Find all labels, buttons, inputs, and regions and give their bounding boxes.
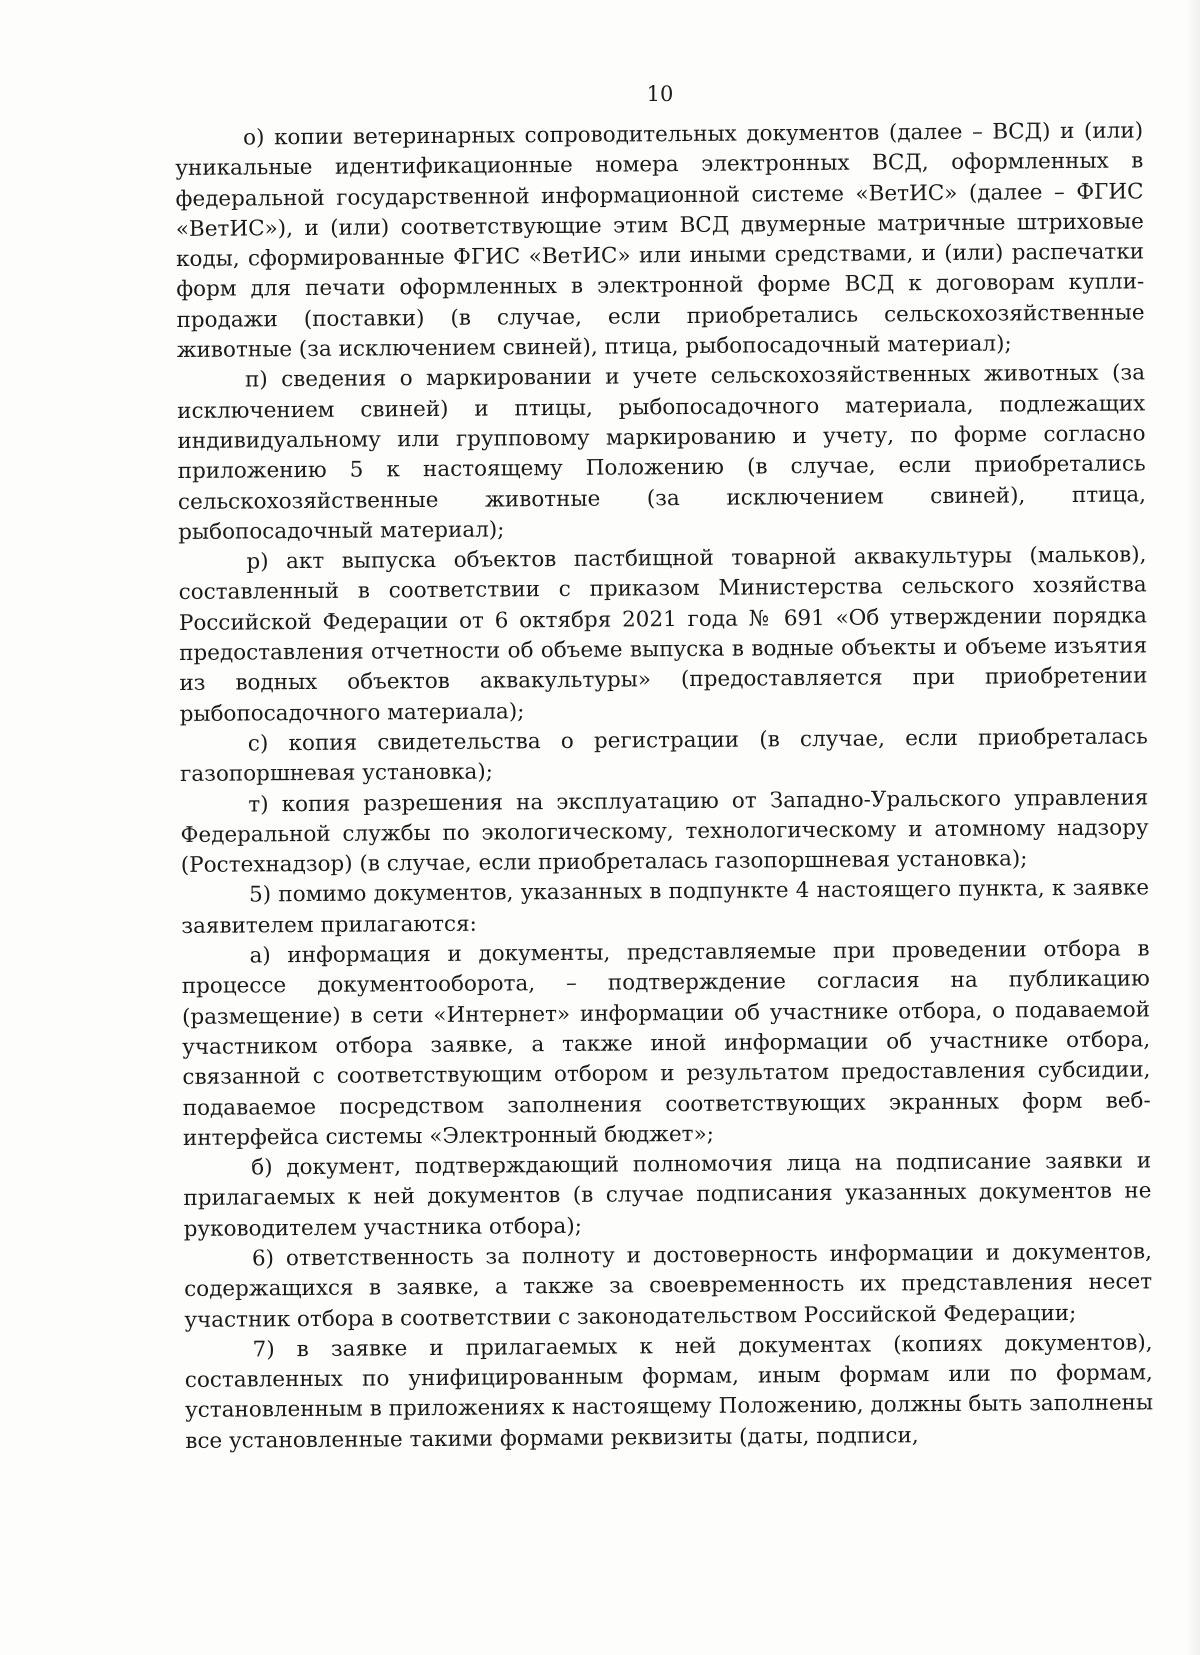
document-body [175, 116, 1153, 1457]
paragraph-r: р) акт выпуска объектов пастбищной товарной аквакультуры (мальков), составленный в соответствии с приказом Министерства сельского хозяйства Российской Федерации от 6 октября 2021 года № 691 «Об утверждении порядка предоставления отчетности об объеме выпуска в водные объекты и объеме изъятия из водных объектов аквакультуры» (предоставляется при приобретении рыбопосадочного материала); [178, 542, 1148, 727]
paragraph-t: т) копия разрешения на эксплуатацию от Западно-Уральского управления Федеральной службы по экологическому, технологическому и атомному надзору (Ростехнадзор) (в случае, если приобреталась газопоршневая установка); [180, 784, 1149, 879]
paragraph-6: 6) ответственность за полноту и достоверность информации и документов, содержащихся в заявке, а также за своевременность их представления несет участник отбора в соответствии с законодательством Российской Федерации; [184, 1239, 1153, 1333]
scan-edge-shadow [1186, 0, 1200, 1655]
paragraph-5: 5) помимо документов, указанных в подпункте 4 настоящего пункта, к заявке заявителем прилагаются: [181, 875, 1150, 939]
page-number: 10 [646, 82, 674, 106]
paragraph-o: о) копии ветеринарных сопроводительных документов (далее – ВСД) и (или) уникальные идентификационные номера электронных ВСД, оформленных в федеральной государственной информационной системе «ВетИС» (далее – ФГИС «ВетИС»), и (или) соответствующие этим ВСД двумерные матричные штриховые коды, сформированные ФГИС «ВетИС» или иными средствами, и (или) распечатки форм для печати оформленных в электронной форме ВСД к договорам купли-продажи (поставки) (в случае, если приобретались сельскохозяйственные животные (за исключением свиней), птица, рыбопосадочный материал); [175, 118, 1145, 364]
paragraph-p: п) сведения о маркировании и учете сельскохозяйственных животных (за исключением свиней) и птицы, рыбопосадочного материала, подлежащих индивидуальному или групповому маркированию и учету, по форме согласно приложению 5 к настоящему Положению (в случае, если приобретались сельскохозяйственные животные (за исключением свиней), птица, рыбопосадочный материал); [177, 360, 1147, 545]
paragraph-b: б) документ, подтверждающий полномочия лица на подписание заявки и прилагаемых к ней документов (в случае подписания указанных документов не руководителем участника отбора); [183, 1148, 1152, 1242]
paragraph-7: 7) в заявке и прилагаемых к ней документах (копиях документов), составленных по унифицированным формам, иным формам или по формам, установленным в приложениях к настоящему Положению, должны быть заполнены все установленные такими формами реквизиты (даты, подписи, [184, 1330, 1154, 1454]
paragraph-a: а) информация и документы, представляемые при проведении отбора в процессе документооборота, – подтверждение согласия на публикацию (размещение) в сети «Интернет» информации об участнике отбора, о подаваемой участником отбора заявке, а также иной информации об участнике отбора, связанной с соответствующим отбором и результатом предоставления субсидии, подаваемое посредством заполнения соответствующих экранных форм веб-интерфейса системы «Электронный бюджет»; [181, 936, 1151, 1151]
paragraph-s: с) копия свидетельства о регистрации (в случае, если приобреталась газопоршневая установка); [180, 724, 1148, 788]
